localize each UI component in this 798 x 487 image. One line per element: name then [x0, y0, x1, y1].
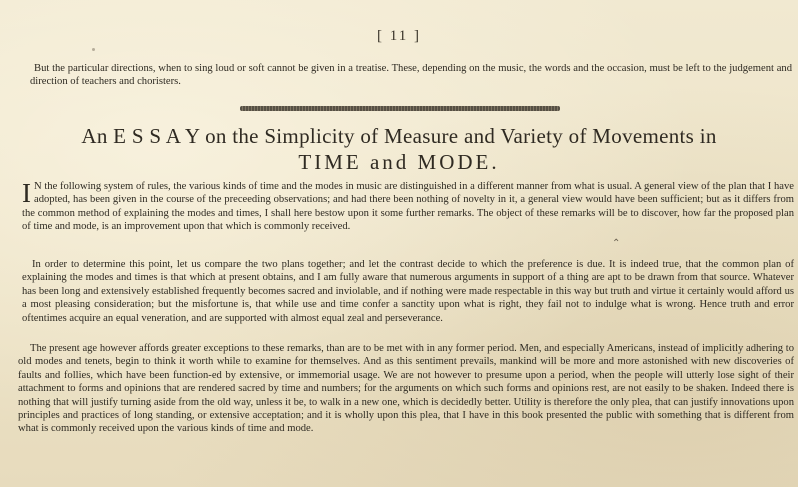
essay-title [0, 124, 798, 174]
essay-paragraph-1 [22, 180, 794, 234]
page-number: [ 11 ] [377, 28, 421, 44]
intro-paragraph: But the particular directions, when to sing loud or soft cannot be given in a treatise. These, depending on the music, the words and the occasion, must be left to the judgement and direction of teachers and choristers. [30, 63, 792, 88]
essay-paragraph-1-text: N the following system of rules, the various kinds of time and the modes in music are distinguished in a different manner from what is usual. A general view of the plan that I have adopted, has been given in the course of the preceeding observations; and had there been nothing of novelty in it, a general view would have been sufficient; but as it differs from the common method of explaining the modes and times, I shall here bestow upon it some further remarks. The object of these remarks will be to discover, how far the proposed plan of time and mode, is an improvement upon that which is commonly received. [22, 181, 794, 233]
drop-cap: I [22, 178, 31, 208]
essay-title-line1: An E S S A Y on the Simplicity of Measure and Variety of Movements in [81, 124, 717, 148]
paper-speck [92, 48, 95, 51]
essay-paragraph-2: In order to determine this point, let us compare the two plans together; and let the contrast decide to which the preference is due. It is indeed true, that the common plan of explaining the modes and times is that which at present obtains, and I am fully aware that numerous arguments in support of a thing are apt to be drawn from that source. Whatever has been long and extensively established frequently becomes sacred and inviolable, and if nothing were made respectable in this way but truth and virtue it certainly would afford us a most pleasing consideration; but the misfortune is, that while use and time confer a sanctity upon what is right, they fail not to indulge what is wrong. Hence truth and error oftentimes acquire an equal veneration, and are supported with almost equal zeal and perseverance. [22, 259, 794, 324]
essay-title-line2: TIME and MODE. [298, 150, 500, 174]
margin-mark: ⌃ [612, 238, 621, 249]
ornamental-rule [240, 106, 560, 111]
essay-paragraph-3: The present age however affords greater exceptions to these remarks, than are to be met with in any former period. Men, and especially Americans, instead of implicitly adhering to old modes and tenets, begin to think it worth while to examine for themselves. And as this sentiment prevails, mankind will be more and more astonished with new discoveries of faults and follies, which have been function-ed by extensive, or immemorial usage. We are not however to presume upon a period, when the people will utterly lose sight of their attachment to forms and opinions that are rendered sacred by time and numbers; for the arguments on which such forms and opinions rest, are not easily to be shaken. Indeed there is nothing that will justify turning aside from the old way, unless it be, to walk in a new one, which is decidedly better. Utility is therefore the only plea, that can justify innovations upon principles and practices of long standing, or extensive acceptation; and it is wholly upon this plea, that I have in this book presented the public with something that is different from what is commonly received upon the various kinds of time and mode. [18, 343, 794, 435]
